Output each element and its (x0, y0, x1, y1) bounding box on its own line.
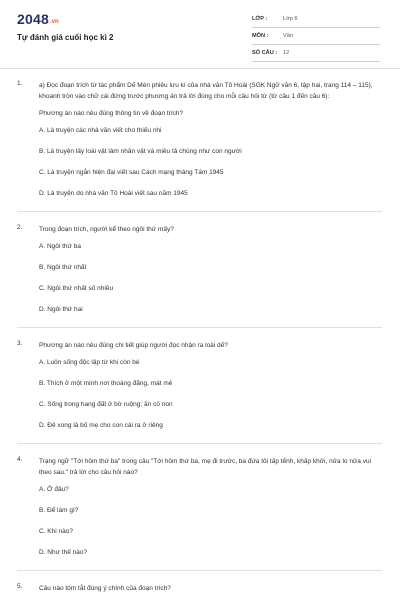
site-logo[interactable] (17, 11, 59, 27)
question-body (39, 80, 382, 199)
question-body (39, 340, 382, 431)
meta-value: Lớp 6 (283, 16, 298, 22)
header-divider (0, 68, 400, 69)
header (0, 0, 400, 68)
answer-option-b[interactable]: B. Thích ở một mình nơi thoáng đãng, mát mẻ (39, 380, 173, 387)
meta-row-subject (252, 28, 380, 45)
question-intro: a) Đọc đoạn trích từ tác phẩm Dế Mèn phiêu lưu kí của nhà văn Tô Hoài (SGK Ngữ văn 6, tập hai, trang 114 – 115), khoanh tròn vào chữ cái đứng trước phương án trả lời đúng cho mỗi câu hỏi từ (từ câu 1 đến câu 6): (39, 82, 373, 100)
question-3 (17, 327, 382, 443)
question-number: 3. (17, 340, 23, 347)
question-1 (17, 80, 382, 211)
meta-value: 12 (283, 50, 290, 56)
answer-option-c[interactable]: C. Là truyện ngắn hiện đại viết sau Cách mạng tháng Tám 1945 (39, 169, 224, 176)
question-body (39, 456, 382, 558)
page-title: Tự đánh giá cuối học kì 2 (17, 33, 114, 42)
question-number: 4. (17, 456, 23, 463)
question-number: 1. (17, 80, 23, 87)
question-body (39, 583, 382, 594)
answer-option-c[interactable]: C. Ngôi thứ nhất số nhiều (39, 285, 114, 292)
question-text: Trong đoạn trích, người kể theo ngôi thứ mấy? (39, 226, 174, 233)
answer-option-a[interactable]: A. Ở đâu? (39, 486, 69, 493)
answer-option-d[interactable]: D. Đẻ xong là bố mẹ cho con cái ra ở riêng (39, 422, 163, 429)
question-4 (17, 443, 382, 570)
answer-option-b[interactable]: B. Ngôi thứ nhất (39, 264, 87, 271)
answer-option-d[interactable]: D. Là truyện do nhà văn Tô Hoài viết sau năm 1945 (39, 190, 188, 197)
meta-label: MÔN : (252, 33, 269, 39)
answer-option-a[interactable]: A. Ngôi thứ ba (39, 243, 81, 250)
answer-option-c[interactable]: C. Khi nào? (39, 528, 73, 535)
question-number: 5. (17, 583, 23, 590)
answer-option-a[interactable]: A. Là truyện các nhà văn viết cho thiếu nhi (39, 127, 162, 134)
logo-suffix: .vn (49, 19, 59, 25)
answer-option-b[interactable]: B. Là truyện lấy loài vật làm nhân vật và miêu tả chúng như con người (39, 148, 242, 155)
meta-label: LỚP : (252, 16, 268, 22)
answer-option-a[interactable]: A. Luôn sống độc lập từ khi còn bé (39, 359, 140, 366)
question-list (0, 80, 400, 600)
question-2 (17, 211, 382, 327)
quiz-meta (252, 11, 380, 62)
question-5 (17, 570, 382, 600)
question-text: Trạng ngữ "Tới hôm thứ ba" trong câu "Tới hôm thứ ba, mẹ đi trước, ba đứa tôi tấp tểnh, khấp khởi, nửa lo nửa vui theo sau." trả lời cho câu hỏi nào? (39, 458, 372, 476)
answer-option-d[interactable]: D. Như thế nào? (39, 549, 88, 556)
meta-row-class (252, 11, 380, 28)
answer-option-d[interactable]: D. Ngôi thứ hai (39, 306, 83, 313)
meta-value: Văn (283, 33, 293, 39)
meta-label: SỐ CÂU : (252, 50, 278, 56)
meta-row-question-count (252, 45, 380, 62)
question-text: Câu nào tóm tắt đúng ý chính của đoạn trích? (39, 585, 171, 592)
question-text: Phương án nào nêu đúng chi tiết giúp người đọc nhận ra loài dế? (39, 342, 228, 349)
question-number: 2. (17, 224, 23, 231)
answer-option-c[interactable]: C. Sống trong hang đất ở bờ ruộng; ăn cỏ non (39, 401, 173, 408)
logo-text: 2048 (17, 11, 49, 27)
question-text: Phương án nào nêu đúng thông tin về đoạn trích? (39, 110, 184, 117)
answer-option-b[interactable]: B. Để làm gì? (39, 507, 79, 514)
question-body (39, 224, 382, 315)
